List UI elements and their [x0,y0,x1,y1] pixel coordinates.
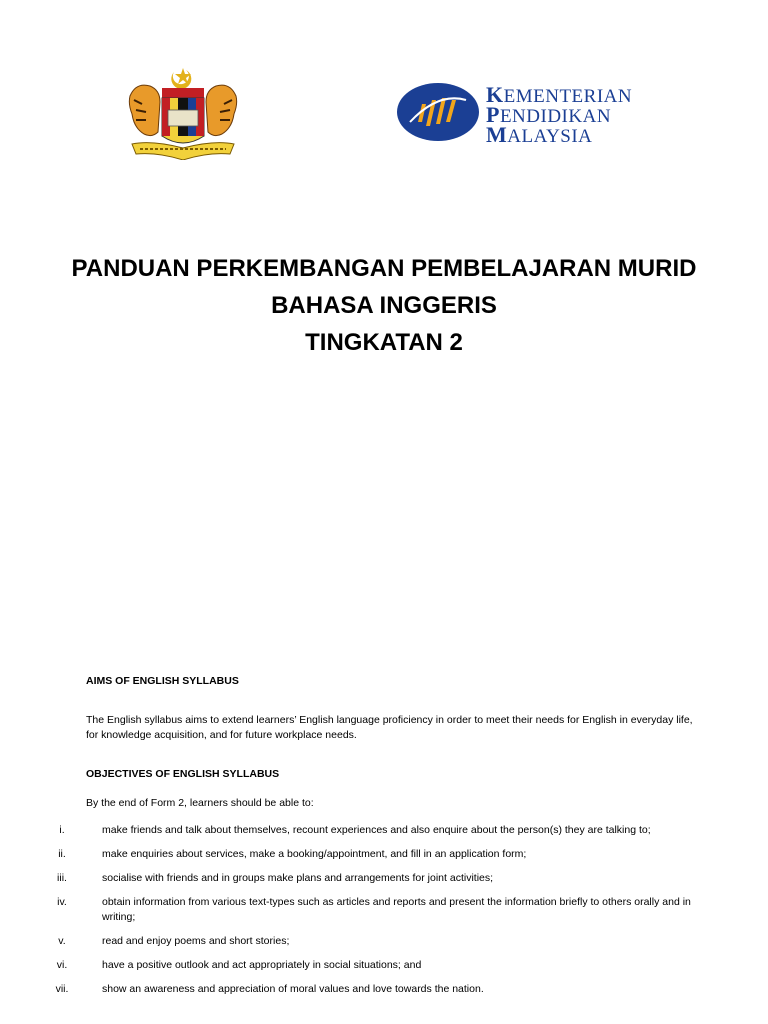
item-number: vi. [56,959,68,971]
list-item [56,958,706,973]
objectives-lead: By the end of Form 2, learners should be able to: [86,797,314,809]
list-item [55,982,706,997]
malaysia-coat-of-arms-logo [122,66,244,160]
item-text: have a positive outlook and act appropriately in social situations; and [102,959,422,971]
kpm-emblem-logo [396,82,480,142]
objectives-heading: OBJECTIVES OF ENGLISH SYLLABUS [86,768,280,780]
kpm-line-1: KEMENTERIAN [486,82,633,107]
item-text: read and enjoy poems and short stories; [102,935,290,947]
kpm-line-2: PENDIDIKAN [486,102,612,127]
item-text: socialise with friends and in groups make plans and arrangements for joint activities; [102,872,494,884]
item-number: vii. [55,983,69,995]
item-number: iv. [57,896,67,908]
objectives-list [55,823,706,997]
item-text: show an awareness and appreciation of moral values and love towards the nation. [102,983,484,995]
item-number: i. [59,824,65,836]
list-item [57,895,706,925]
list-item [58,934,706,949]
list-item [57,871,706,886]
list-item [58,847,706,862]
item-number: v. [58,935,66,947]
title-line-3: TINGKATAN 2 [305,329,463,356]
item-number: ii. [58,848,66,860]
logo-header [0,0,768,170]
kpm-wordmark [486,82,633,147]
syllabus-content [55,674,706,1006]
aims-heading: AIMS OF ENGLISH SYLLABUS [86,675,239,687]
title-line-2: BAHASA INGGERIS [271,292,497,319]
title-line-1: PANDUAN PERKEMBANGAN PEMBELAJARAN MURID [71,255,697,282]
document-title [0,250,768,361]
item-number: iii. [57,872,67,884]
kpm-line-3: MALAYSIA [486,122,593,147]
item-text: obtain information from various text-types such as articles and reports and present the information briefly to others orally and in writing; [102,896,691,923]
item-text: make enquiries about services, make a booking/appointment, and fill in an application form; [102,848,527,860]
aims-paragraph: The English syllabus aims to extend learners’ English language proficiency in order to meet their needs for English in everyday life, for knowledge acquisition, and for future workplace needs. [86,714,693,741]
list-item [59,823,706,838]
item-text: make friends and talk about themselves, recount experiences and also enquire about the person(s) they are talking to; [102,824,651,836]
